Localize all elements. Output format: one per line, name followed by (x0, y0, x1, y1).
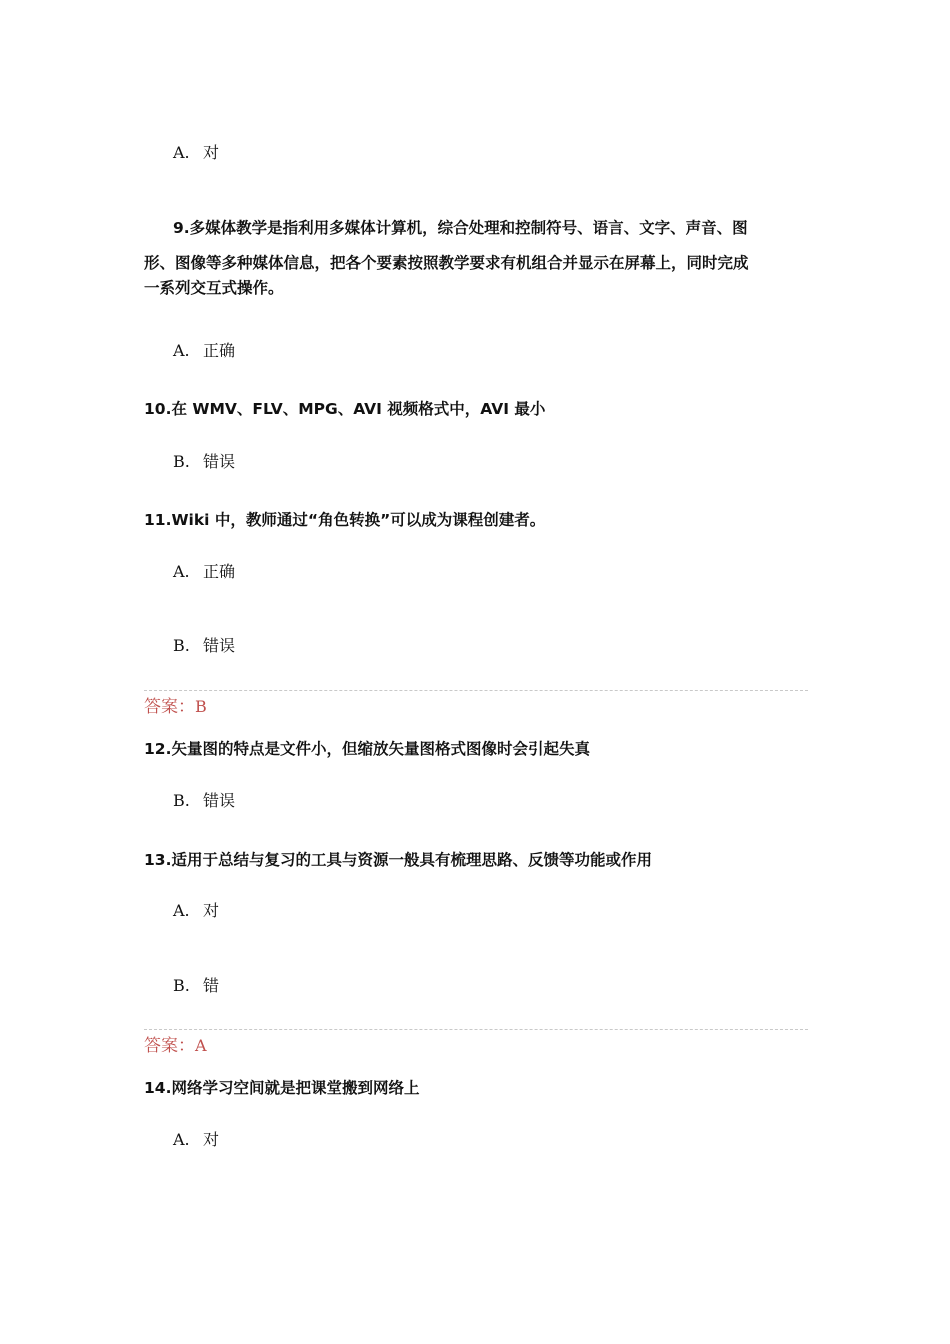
question-12-option-b (173, 791, 235, 811)
answer-label: 答案： (144, 697, 195, 717)
option-letter: B. (173, 452, 190, 471)
question-13-option-a (173, 901, 219, 921)
option-text: 错误 (203, 791, 236, 810)
question-9-line-2: 形、图像等多种媒体信息，把各个要素按照教学要求有机组合并显示在屏幕上，同时完成 (144, 254, 749, 272)
option-letter: A. (173, 901, 190, 920)
question-14-option-a (173, 1130, 219, 1150)
question-9-option-a (173, 341, 235, 361)
question-12: 12.矢量图的特点是文件小，但缩放矢量图格式图像时会引起失真 (144, 740, 590, 758)
answer-divider (144, 1029, 808, 1030)
question-13-answer (144, 1036, 207, 1056)
answer-divider (144, 690, 808, 691)
question-10-option-b (173, 452, 235, 472)
option-letter: A. (173, 1130, 190, 1149)
option-letter: A. (173, 143, 190, 162)
option-a (173, 143, 219, 163)
option-letter: B. (173, 976, 190, 995)
question-10: 10.在 WMV、FLV、MPG、AVI 视频格式中，AVI 最小 (144, 400, 546, 418)
answer-value: A (195, 1036, 207, 1055)
option-text: 对 (203, 901, 220, 920)
question-13-option-b (173, 976, 219, 996)
option-text: 正确 (203, 341, 236, 360)
option-text: 对 (203, 143, 220, 162)
answer-value: B (195, 697, 207, 716)
option-letter: B. (173, 636, 190, 655)
question-11-option-b (173, 636, 235, 656)
question-9-line-1: 9.多媒体教学是指利用多媒体计算机，综合处理和控制符号、语言、文字、声音、图 (173, 219, 748, 237)
option-text: 对 (203, 1130, 220, 1149)
question-11-option-a (173, 562, 235, 582)
option-letter: A. (173, 562, 190, 581)
option-text: 错 (203, 976, 220, 995)
option-text: 正确 (203, 562, 236, 581)
question-11: 11.Wiki 中，教师通过“角色转换”可以成为课程创建者。 (144, 511, 546, 529)
option-letter: A. (173, 341, 190, 360)
option-text: 错误 (203, 452, 236, 471)
option-text: 错误 (203, 636, 236, 655)
question-11-answer (144, 697, 207, 717)
answer-label: 答案： (144, 1036, 195, 1056)
question-14: 14.网络学习空间就是把课堂搬到网络上 (144, 1079, 420, 1097)
question-9-line-3: 一系列交互式操作。 (144, 279, 284, 297)
option-letter: B. (173, 791, 190, 810)
question-13: 13.适用于总结与复习的工具与资源一般具有梳理思路、反馈等功能或作用 (144, 851, 652, 869)
